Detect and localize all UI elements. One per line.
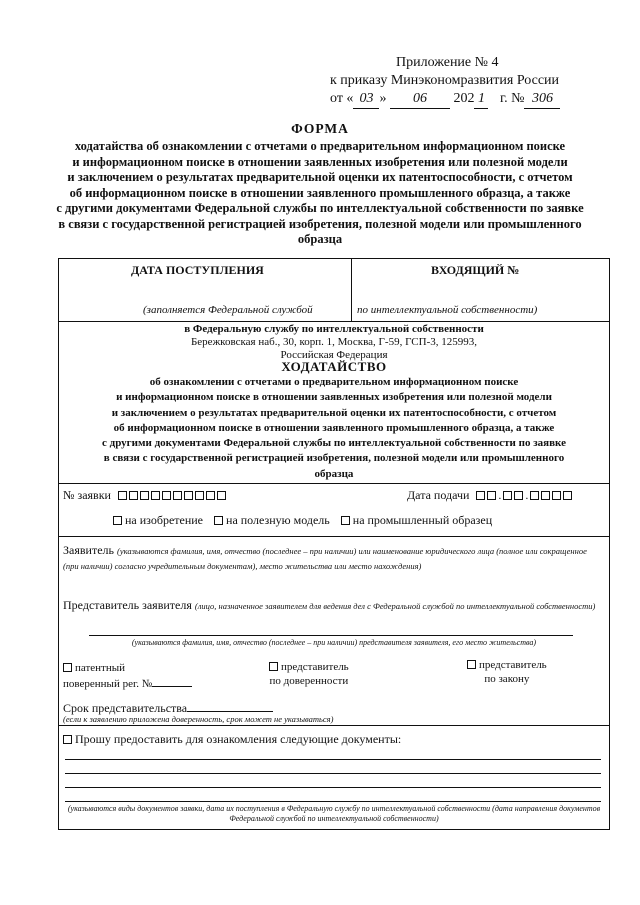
petition-line: об информационном поиске в отношении заявленного промышленного образца, а также (113, 421, 555, 434)
title-line: об информационном поиске в отношении заявленного промышленного образца, а также (69, 185, 571, 200)
title-line: ходатайства об ознакомлении с отчетами о предварительном информационном поиске (74, 139, 566, 153)
request-line[interactable] (65, 759, 601, 760)
option-label: на промышленный образец (352, 513, 493, 527)
request-label: Прошу предоставить для ознакомления следующие документы: (75, 732, 402, 746)
divider (59, 536, 609, 537)
petition-line: и информационном поиске в отношении заявленных изобретения или полезной модели (116, 391, 552, 404)
rep-option-proxy-sub: по доверенности (269, 675, 349, 687)
checkbox-icon (467, 660, 476, 669)
rep-option-attorney-reg: поверенный рег. № (63, 678, 153, 690)
checkbox-icon (63, 663, 72, 672)
option-label: на изобретение (125, 513, 204, 527)
applicant-block (63, 543, 603, 573)
form-heading: ФОРМА (291, 121, 349, 136)
addressee-address: Бережковская наб., 30, корп. 1, Москва, Г-59, ГСП-3, 125993, (190, 336, 477, 348)
representative-block (63, 598, 603, 613)
checkbox-icon (63, 735, 72, 744)
request-line[interactable] (65, 787, 601, 788)
petition-line: в связи с государственной регистрацией изобретения, полезной модели или промышленного (103, 452, 565, 465)
representative-hint: (лицо, назначенное заявителем для ведения дел с Федеральной службой по интеллектуальной собственности) (194, 601, 596, 611)
petition-line: образца (314, 467, 354, 480)
order-year-suffix: 1 (474, 90, 488, 109)
title-line: образца (297, 232, 343, 246)
rep-option-law-sub: по закону (484, 673, 530, 685)
receipt-note-right: по интеллектуальной собственности) (357, 304, 538, 316)
appendix-number: Приложение № 4 (396, 55, 499, 70)
rep-option-attorney-label: патентный (75, 662, 126, 674)
title-line: и заключением о результатах предварительной оценки их патентоспособности, с отчетом (67, 170, 573, 184)
option-invention[interactable] (113, 513, 203, 527)
receipt-divider (351, 259, 352, 321)
divider (59, 321, 609, 322)
receipt-date-label: ДАТА ПОСТУПЛЕНИЯ (131, 263, 264, 277)
title-line: и информационном поиске в отношении заявленных изобретения или полезной модели (72, 154, 568, 169)
checkbox-icon (113, 516, 122, 525)
request-line[interactable] (65, 801, 601, 802)
representative-name-line[interactable] (89, 635, 573, 636)
divider (59, 483, 609, 484)
petition-line: об ознакомлении с отчетами о предварительном информационном поиске (149, 376, 519, 388)
year-prefix: 202 (453, 91, 475, 106)
rep-option-proxy[interactable] (269, 660, 349, 688)
application-number-label: № заявки (63, 488, 111, 502)
petition-body (59, 375, 609, 482)
applicant-label: Заявитель (63, 543, 114, 557)
term-label: Срок представительства (63, 701, 188, 715)
option-utility-model[interactable] (214, 513, 330, 527)
order-number-label: г. № (499, 91, 525, 106)
addressee-service: в Федеральную службу по интеллектуальной собственности (184, 323, 484, 335)
filing-date-row (407, 488, 574, 503)
filing-date-cells[interactable]: . . (476, 488, 574, 502)
rep-option-attorney[interactable] (63, 661, 192, 691)
rep-option-proxy-label: представитель (281, 661, 349, 673)
checkbox-icon (341, 516, 350, 525)
application-number-row (63, 488, 228, 503)
request-row[interactable] (63, 732, 401, 747)
order-number: 306 (524, 90, 560, 109)
petition-title: ХОДАТАЙСТВО (281, 359, 387, 374)
representative-label: Представитель заявителя (63, 598, 192, 612)
title-line: с другими документами Федеральной службы по интеллектуальной собственности по заявке (56, 201, 584, 215)
order-month: 06 (390, 90, 450, 109)
receipt-note-left: (заполняется Федеральной службой (143, 304, 313, 316)
day-close: » (379, 91, 387, 106)
checkbox-icon (269, 662, 278, 671)
order-reference: к приказу Минэкономразвития России (330, 73, 560, 88)
title-line: в связи с государственной регистрацией изобретения, полезной модели или промышленного (58, 216, 582, 231)
application-number-cells[interactable] (118, 488, 228, 502)
petition-line: и заключением о результатах предварительной оценки их патентоспособности, с отчетом (111, 406, 557, 419)
incoming-number-label: ВХОДЯЩИЙ № (431, 263, 520, 277)
option-industrial-design[interactable] (341, 513, 492, 527)
from-prefix: от « (330, 91, 354, 106)
addressee-country: Российская Федерация (280, 349, 388, 361)
rep-option-law[interactable] (467, 658, 547, 686)
term-field[interactable] (187, 699, 273, 712)
attorney-reg-number-field[interactable] (152, 675, 192, 687)
request-line[interactable] (65, 773, 601, 774)
petition-line: с другими документами Федеральной службы по интеллектуальной собственности по заявке (102, 437, 566, 450)
checkbox-icon (214, 516, 223, 525)
option-label: на полезную модель (226, 513, 330, 527)
filing-date-label: Дата подачи (407, 488, 470, 502)
applicant-hint: (указываются фамилия, имя, отчество (последнее – при наличии) или наименование юридического лица (полное или сокращенное (при наличии) согласно учредительным документам), место жительства или место нахождения) (63, 546, 587, 571)
order-day: 03 (353, 90, 379, 109)
form-frame (58, 258, 610, 830)
rep-option-law-label: представитель (479, 659, 547, 671)
request-hint: (указываются виды документов заявки, дата их поступления в Федеральную службу по интеллектуальной собственности (дата направления документов Федеральной службой по интеллектуальной собственности) (67, 804, 601, 823)
term-hint: (если к заявлению приложена доверенность, срок может не указываться) (63, 714, 334, 724)
application-type-options (113, 513, 492, 528)
order-date-line (330, 90, 560, 109)
representative-under-hint: (указываются фамилия, имя, отчество (последнее – при наличии) представителя заявителя, его место жительства) (131, 638, 537, 647)
document-title (40, 139, 600, 248)
divider (59, 725, 609, 726)
